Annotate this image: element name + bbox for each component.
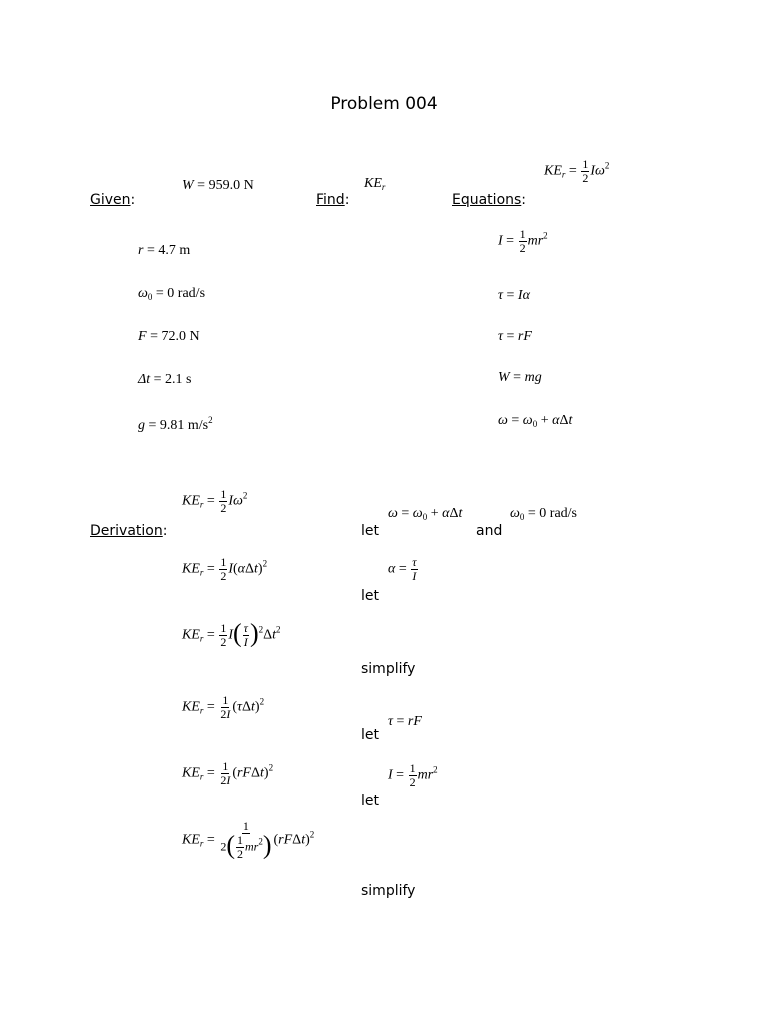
equations-label: Equations: <box>452 192 527 208</box>
find-rotational-kinetic-energy: $KE_r$ <box>364 176 386 192</box>
derivation-step-5: $KE_r$ = $\frac{1}{2I}$ $(rF\Delta t)^2$ <box>182 759 274 787</box>
given-gravity: g = 9.81 $m/s^2$ <box>138 415 213 433</box>
note-let-2: let <box>361 588 379 604</box>
note-simplify-2: simplify <box>361 883 416 899</box>
page-title: Problem 004 <box>330 94 438 114</box>
derivation-step-3: $KE_r$ = $\frac{1}{2}$ I( $\frac{\tau}{I}$ )$^2\Delta t^2$ <box>182 618 281 649</box>
derivation-step-4: $KE_r$ = $\frac{1}{2I}$ $(\tau\Delta t)^2$ <box>182 693 265 721</box>
derivation-step-2: $KE_r$ = $\frac{1}{2}$ $I(\alpha\Delta t)^2$ <box>182 555 268 583</box>
given-label: Given: <box>90 192 136 208</box>
equation-torque-alpha: τ = Iα <box>498 288 530 303</box>
given-radius: r = 4.7 m <box>138 243 191 258</box>
given-initial-angular-velocity: $\omega_0 = 0$ rad/s <box>138 286 206 302</box>
derivation-step-1: $KE_r$ = $\frac{1}{2}$ $I\omega^2$ <box>182 487 248 515</box>
note-let-4: let <box>361 793 379 809</box>
note-inertia-equation: I = $\frac{1}{2}$ $mr^2$ <box>388 761 438 789</box>
equation-angular-velocity: $\omega = \omega_0 + \alpha\Delta t$ <box>498 413 573 429</box>
note-let-1: let <box>361 523 379 539</box>
derivation-step-6: $KE_r$ = 1 2( $\frac{1}{2}$ $mr^2$) $(rF\Delta t)^2$ <box>182 819 315 861</box>
given-weight: W = 959.0 N <box>182 178 254 193</box>
note-initial-angular-velocity: $\omega_0 = 0$ rad/s <box>510 506 577 522</box>
note-torque-equation: τ = rF <box>388 714 422 729</box>
note-let-3: let <box>361 727 379 743</box>
equation-torque-force: τ = rF <box>498 329 532 344</box>
given-force: F = 72.0 N <box>138 329 200 344</box>
note-and: and <box>476 523 503 539</box>
given-time-interval: Δt = 2.1 s <box>138 372 192 387</box>
note-angular-velocity-equation: $\omega = \omega_0 + \alpha\Delta t$ <box>388 506 463 522</box>
equation-moment-of-inertia: I = $\frac{1}{2}$ $mr^2$ <box>498 227 548 255</box>
note-alpha-equation: α = $\frac{\tau}{I}$ <box>388 555 417 583</box>
equation-rotational-ke: $KE_r$ = $\frac{1}{2}$ $I\omega^2$ <box>544 157 610 185</box>
equation-weight: W = mg <box>498 370 542 385</box>
find-label: Find: <box>316 192 350 208</box>
note-simplify-1: simplify <box>361 661 416 677</box>
derivation-label: Derivation: <box>90 523 168 539</box>
